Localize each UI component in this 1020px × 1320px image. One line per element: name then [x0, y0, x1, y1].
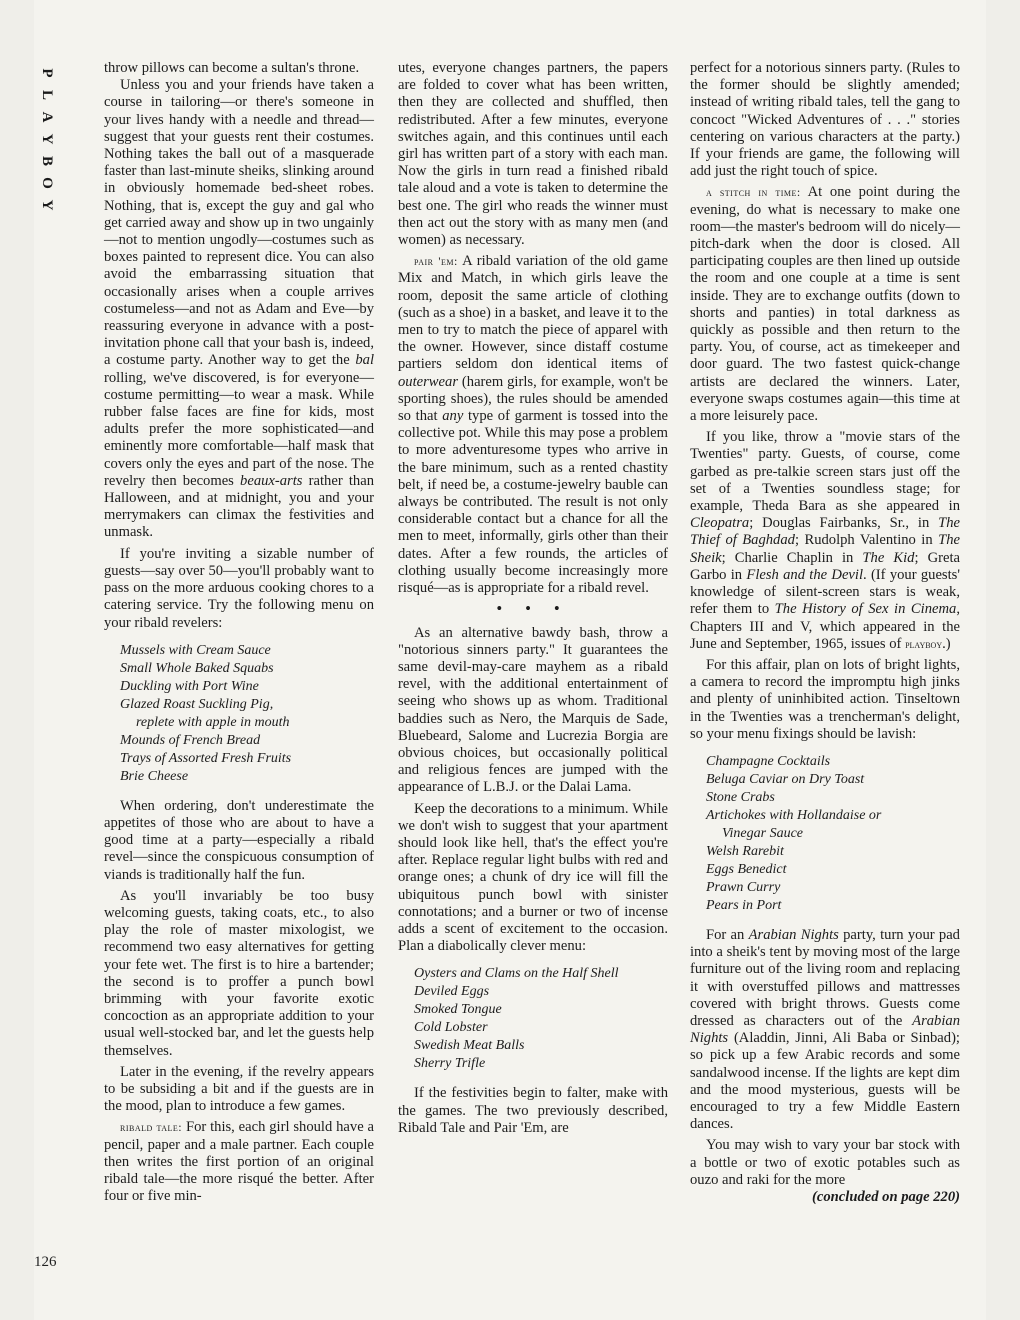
paragraph: pair 'em: A ribald variation of the old game Mix and Match, in which girls leave the room, deposit the same article of clothing (such as a shoe) in a basket, and leave it to the men to try to match the piece of apparel with the owner. However, since distaff costume partiers seldom don identical items of outerwear (harem girls, for example, won't be sporting shoes), the rules should be amended so that any type of garment is tossed into the collective pot. While this may pose a problem to more adventuresome types who arrive in the bare minimum, such as a rented chastity belt, if need be, a costume-jewelry bauble can always be contributed. The result is not only considerable contact but a chance for all the men to meet, informally, girls other than their dates. After a few rounds, the articles of clothing usually become increasingly more risqué—as is appropriate for a ribald revel.: [398, 253, 668, 597]
masthead-letter: B: [39, 155, 55, 166]
section-heading: pair 'em:: [414, 254, 458, 269]
masthead-letter: A: [39, 111, 55, 123]
menu-item: Prawn Curry: [706, 879, 781, 895]
masthead-vertical: [34, 62, 54, 216]
menu-item: Smoked Tongue: [414, 1002, 502, 1018]
paragraph: Later in the evening, if the revelry appears to be subsiding a bit and if the guests are in the mood, plan to introduce a few games.: [104, 1063, 374, 1115]
menu-item: Cold Lobster: [414, 1020, 488, 1036]
paragraph: a stitch in time: At one point during the evening, do what is necessary to make one room—the master's bedroom will do nicely—pitch-dark when the door is closed. All participating couples are then lined up outside the room and one couple at a time is sent inside. They are to exchange outfits (down to shorts and panties) in total darkness as quickly as possible and then return to the party. You, of course, act as timekeeper and door guard. The two fastest quick-change artists are declared the winners. Later, everyone swaps costumes again—this time at a more leisurely pace.: [690, 184, 960, 425]
menu-list-3: [706, 753, 960, 915]
paragraph: perfect for a notorious sinners party. (Rules to the former should be slightly amended; instead of writing ribald tales, tell the gang to concoct "Wicked Adventures of . . ." stories centering on various characters at the party.) If your friends are game, the following will add just the right touch of spice.: [690, 60, 960, 180]
menu-item: Beluga Caviar on Dry Toast: [706, 771, 865, 787]
menu-list-1: [120, 642, 374, 786]
column-2: [398, 60, 668, 1137]
menu-item: Artichokes with Hollandaise or: [706, 807, 882, 823]
menu-item: Champagne Cocktails: [706, 753, 831, 769]
masthead-letter: Y: [39, 133, 55, 145]
masthead-letter: O: [39, 177, 55, 189]
menu-item: Duckling with Port Wine: [120, 678, 259, 694]
paragraph: ribald tale: For this, each girl should have a pencil, paper and a male partner. Each couple then writes the first portion of an original ribald tale—the more risqué the better. After four or five min-: [104, 1119, 374, 1205]
menu-item: Small Whole Baked Squabs: [120, 660, 274, 676]
section-heading: a stitch in time:: [706, 185, 801, 200]
menu-item: Eggs Benedict: [706, 861, 787, 877]
paragraph: For an Arabian Nights party, turn your pad into a sheik's tent by moving most of the large furniture out of the living room and replacing it with overstuffed pillows and mattresses covered with bright throws. Guests come dressed as characters out of the Arabian Nights (Aladdin, Jinni, Ali Baba or Sinbad); so pick up a few Arabic records and some sandalwood incense. If the lights are kept dim and the mood mysterious, guests will be encouraged to try a few Middle Eastern dances.: [690, 926, 960, 1133]
paragraph: If you like, throw a "movie stars of the Twenties" party. Guests, of course, come garbed as pre-talkie screen stars just off the set of a Twenties soundless stage; for example, Theda Bara as she appeared in Cleopatra; Douglas Fairbanks, Sr., in The Thief of Baghdad; Rudolph Valentino in The Sheik; Charlie Chaplin in The Kid; Greta Garbo in Flesh and the Devil. (If your guests' knowledge of silent-screen stars is weak, refer them to The History of Sex in Cinema, Chapters III and V, which appeared in the June and September, 1965, issues of playboy.): [690, 429, 960, 652]
menu-item: Pears in Port: [706, 897, 782, 913]
menu-item: Deviled Eggs: [414, 984, 490, 1000]
menu-item: Trays of Assorted Fresh Fruits: [120, 750, 292, 766]
menu-item: replete with apple in mouth: [136, 714, 290, 730]
section-divider: • • •: [496, 601, 570, 618]
paragraph: When ordering, don't underestimate the appetites of those who are about to have a good time at a party—especially a ribald revel—since the conspicuous consumption of viands is traditionally half the fun.: [104, 797, 374, 883]
menu-list-2: [414, 965, 668, 1073]
menu-item: Welsh Rarebit: [706, 843, 784, 859]
menu-item: Oysters and Clams on the Half Shell: [414, 966, 619, 982]
menu-item: Stone Crabs: [706, 789, 775, 805]
paragraph: You may wish to vary your bar stock with a bottle or two of exotic potables such as ouzo and raki for the more: [690, 1137, 960, 1188]
paragraph: As an alternative bawdy bash, throw a "notorious sinners party." It guarantees the same devil-may-care mayhem as a ribald revel, with the additional entertainment of seeing who shows up as whom. Traditional baddies such as Nero, the Marquis de Sade, Bluebeard, Salome and Lucrezia Borgia are obvious choices, but occasionally political and religious fences are jumped with the appearance of L.B.J. or the Dalai Lama.: [398, 624, 668, 796]
masthead-letter: Y: [39, 199, 55, 211]
column-1: [104, 60, 374, 1205]
paragraph: throw pillows can become a sultan's throne.: [104, 60, 360, 76]
paragraph: Keep the decorations to a minimum. While we don't wish to suggest that your apartment should look like hell, that's the effect you're after. Replace regular light bulbs with red and orange ones; a chunk of dry ice will fill the ubiquitous punch bowl with sinister connotations; and a burner or two of incense adds a scent of excitement to the occasion. Plan a diabolically clever menu:: [398, 800, 668, 955]
paragraph: utes, everyone changes partners, the papers are folded to cover what has been written, then they are collected and shuffled, then redistributed. After a few minutes, everyone switches again, and this continues until each girl has written part of a story with each man. Now the girls in turn read a finished ribald tale aloud and a vote is taken to determine the best one. The girl who reads the winner must then act out the story with as many men (and women) as necessary.: [398, 60, 668, 249]
masthead-letter: P: [39, 68, 55, 78]
section-heading: ribald tale:: [120, 1120, 183, 1135]
menu-item: Sherry Trifle: [414, 1056, 486, 1072]
menu-item: Swedish Meat Balls: [414, 1038, 525, 1054]
menu-item: Brie Cheese: [120, 768, 189, 784]
menu-item: Mounds of French Bread: [120, 732, 261, 748]
menu-item: Mussels with Cream Sauce: [120, 642, 271, 658]
column-3: [690, 60, 960, 1206]
paragraph: As you'll invariably be too busy welcoming guests, taking coats, etc., to also play the role of master mixologist, we recommend two easy alternatives for getting your fete wet. The first is to hire a bartender; the second is to proffer a punch bowl brimming with your favorite exotic concoction as an appropriate addition to your usual well-stocked bar, and let the guests help themselves.: [104, 887, 374, 1059]
masthead-letter: L: [39, 89, 55, 100]
paragraph: Unless you and your friends have taken a course in tailoring—or there's someone in your lives handy with a needle and thread—suggest that your guests rent their costumes. Nothing takes the ball out of a masquerade faster than last-minute sheiks, slinking around in obviously homemade bed-sheet robes. Nothing, that is, except the guy and gal who get carried away and show up in two ungainly—not to mention ungodly—costumes such as boxes painted to represent dice. You can also avoid the embarrassing situation that occasionally arises when a couple arrives costumeless—and not as Adam and Eve—by reassuring everyone in advance with a post-invitation phone call that your bash is, indeed, a costume party. Another way to get the bal rolling, we've discovered, is for everyone—costume permitting—to wear a mask. While rubber false faces are fine for kids, most adults prefer the more sophisticated—and eminently more comfortable—half mask that covers only the eyes and part of the nose. The revelry then becomes beaux-arts rather than Halloween, and at midnight, you and your merrymakers can climax the festivities and unmask.: [104, 77, 374, 541]
continuation-note: (concluded on page 220): [812, 1188, 960, 1205]
paragraph: If the festivities begin to falter, make with the games. The two previously described, Ribald Tale and Pair 'Em, are: [398, 1085, 668, 1136]
menu-item: Vinegar Sauce: [722, 825, 803, 841]
paragraph: If you're inviting a sizable number of guests—say over 50—you'll probably want to pass on the more arduous cooking chores to a catering service. Try the following menu on your ribald revelers:: [104, 545, 374, 631]
paragraph: For this affair, plan on lots of bright lights, a camera to record the impromptu high jinks and plenty of uninhibited action. Tinseltown in the Twenties was a trencherman's delight, so your menu fixings should be lavish:: [690, 656, 960, 742]
page-number: 126: [34, 1254, 57, 1270]
menu-item: Glazed Roast Suckling Pig,: [120, 696, 274, 712]
